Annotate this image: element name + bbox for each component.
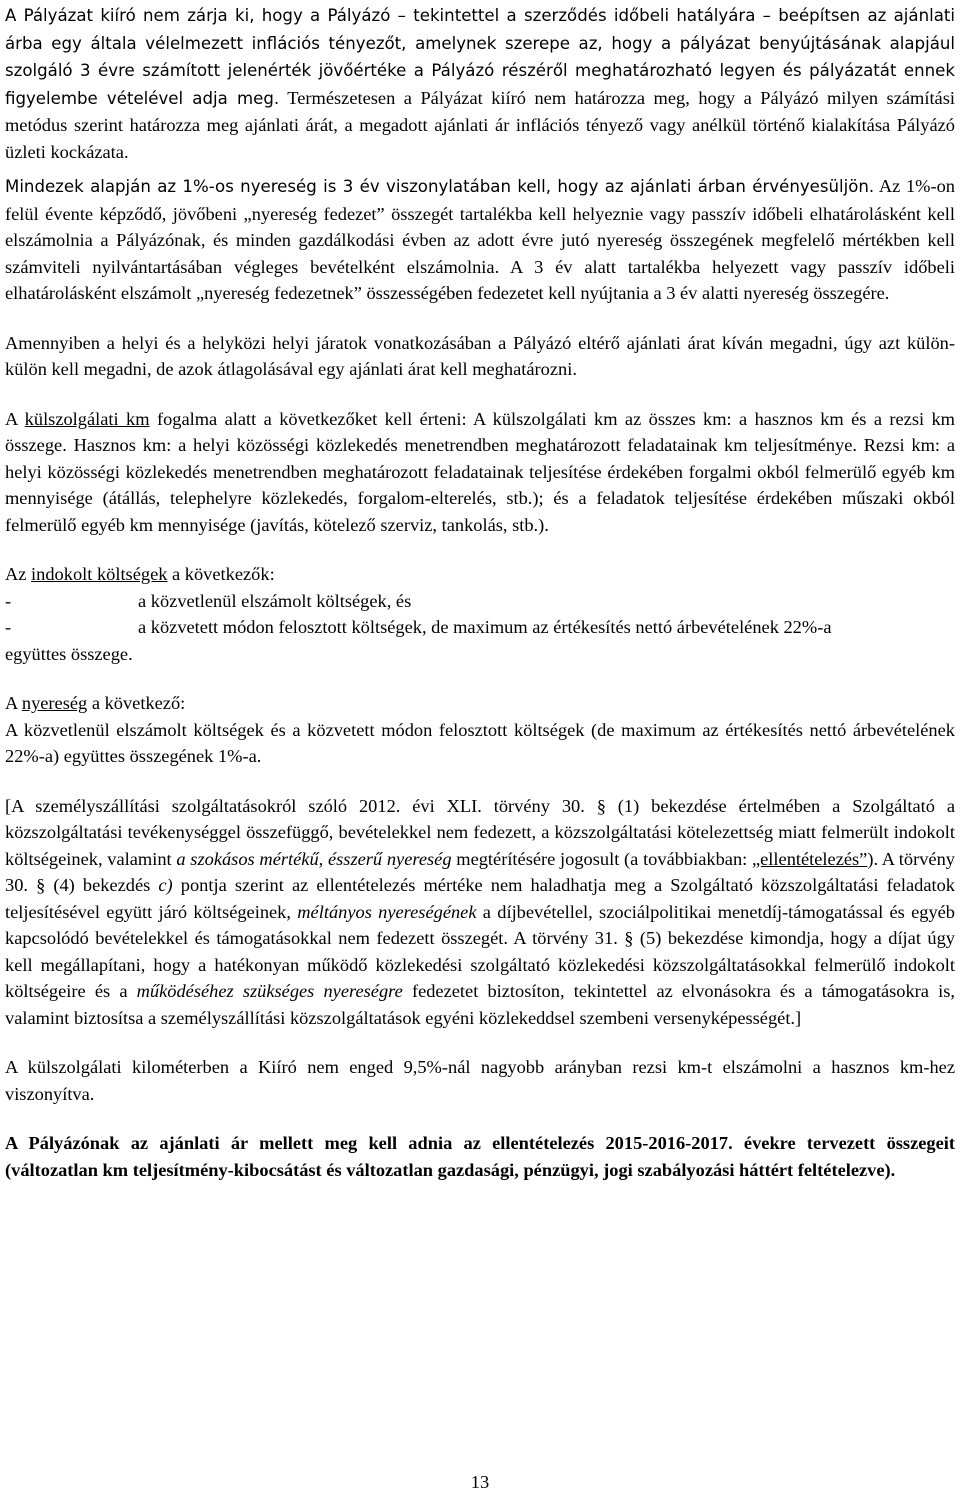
law-italic-3: méltányos nyereségének — [297, 901, 477, 922]
page-number: 13 — [470, 1472, 490, 1492]
list-dash: - — [5, 590, 12, 611]
profit-heading — [5, 690, 955, 717]
term-compensation: „ellentételezés” — [751, 848, 868, 869]
paragraph-local-routes: Amennyiben a helyi és a helyközi helyi járatok vonatkozásában a Pályázó eltérő ajánlati árat kíván megadni, úgy azt külön-külön kell megadni, de azok átlagolásával egy ajánlati árat kell meghatározni. — [5, 332, 955, 379]
paragraph-overhead-km-limit: A külszolgálati kilométerben a Kiíró nem enged 9,5%-nál nagyobb arányban rezsi km-t elszámolni a hasznos km-hez viszonyítva. — [5, 1057, 955, 1104]
law-text-1: [A személyszállítási szolgáltatásokról szóló 2012. évi XLI. törvény 30. § (1) bekezdése értelmében a Szolgáltató a közszolgáltatási tevékenységgel összefüggő, bevételekkel nem fedezett, a közszolgáltatási kötelezettség miatt felmerült indokolt költségeinek, valamint — [5, 795, 955, 869]
term-service-km: külszolgálati km — [24, 408, 150, 429]
paragraph-inflation-serif-part: Természetesen a Pályázat kiíró nem határozza meg, hogy a Pályázó milyen számítási metódus szerint határozza meg ajánlati árát, a megadott ajánlati ár inflációs tényező vagy anélkül történő kialakítása Pályázó üzleti kockázata. — [5, 87, 955, 162]
paragraph-service-km — [5, 406, 955, 539]
paragraph-inflation — [5, 2, 955, 165]
service-km-prefix: A — [5, 408, 25, 429]
term-profit: nyereség — [21, 693, 88, 713]
law-italic-1: a szokásos mértékű, ésszerű nyereség — [176, 848, 452, 869]
law-text-2: megtérítésére jogosult (a továbbiakban: — [451, 848, 752, 869]
law-text-3: ). A törvény 30. § (4) bekezdés — [5, 848, 955, 895]
list-item-text: a közvetlenül elszámolt költségek, és — [138, 590, 412, 611]
list-item — [5, 614, 955, 641]
justified-costs-closing: együttes összege. — [5, 643, 133, 664]
profit-definition: A közvetlenül elszámolt költségek és a közvetett módon felosztott költségek (de maximum az értékesítés nettó árbevételének 22%-a) együttes összegének 1%-a. — [5, 719, 955, 766]
paragraph-law-citation — [5, 793, 955, 1032]
justified-costs-heading — [5, 561, 955, 588]
paragraph-profit-reserve-serif-part: Az 1%-on felül évente képződő, jövőbeni „nyereség fedezet” összegét tartalékba kell helyeznie vagy passzív időbeli elhatárolásként kell elszámolnia a Pályázónak, és minden gazdálkodási évben az adott évre jutó nyereség összegének megfelelő mértékben kell számviteli nyilvántartásában végleges bevételként elszámolnia. A 3 év alatt tartalékba helyezett vagy passzív időbeli elhatárolásként elszámolt „nyereség fedezetnek” összességében fedezetet kell nyújtania a 3 év alatti nyereség összegére. — [5, 176, 955, 303]
paragraph-profit-reserve — [5, 173, 955, 307]
law-text-6: fedezetet biztosíton, tekintettel az elvonásokra és a támogatásokra is, valamint biztosítsa a személyszállítási közszolgáltatások egyéni közlekeddsel szembeni versenyképességét.] — [5, 981, 955, 1028]
law-text-4: pontja szerint az ellentételezés mértéke nem haladhatja meg a Szolgáltató közszolgáltatási feladatok teljesítésével együtt járó költségeinek, — [5, 875, 955, 922]
paragraph-compensation-requirement: A Pályázónak az ajánlati ár mellett meg kell adnia az ellentételezés 2015-2016-2017. évekre tervezett összegeit (változatlan km teljesítmény-kibocsátást és változatlan gazdasági, pénzügyi, jogi szabályozási háttért feltételezve). — [5, 1133, 955, 1180]
profit-prefix: A — [5, 693, 22, 713]
law-text-5: a díjbevétellel, szociálpolitikai menetdíj-támogatással és egyéb kapcsolódó bevételekkel és támogatásokkal nem fedezett összegét. A törvény 31. § (5) bekezdése kimondja, hogy a díjat úgy kell megállapítani, hogy a hatékonyan működő közlekedési szolgáltató közlekedési közszolgáltatásokkal felmerülő indokolt költségeire és a — [5, 901, 955, 1001]
law-italic-2: c) — [158, 875, 173, 895]
service-km-definition: fogalma alatt a következőket kell érteni: A külszolgálati km az összes km: a hasznos km és a rezsi km összege. Hasznos km: a helyi közösségi közlekedés menetrendben meghatározott feladatainak km teljesítménye. Rezsi km: a helyi közösségi közlekedés menetrendben meghatározott feladatainak teljesítése érdekében forgalmi okból felmerülő egyéb km mennyisége (átállás, telephelyre közlekedés, forgalom-elterelés, stb.); és a feladatok teljesítése érdekében műszaki okból felmerülő egyéb km mennyisége (javítás, kötelező szerviz, tankolás, stb.). — [5, 408, 955, 535]
term-justified-costs: indokolt költségek — [31, 564, 168, 584]
section-profit — [5, 690, 955, 770]
law-italic-4: működéséhez szükséges nyereségre — [136, 981, 403, 1001]
paragraph-profit-reserve-sans-part: Mindezek alapján az 1%-os nyereség is 3 év viszonylatában kell, hogy az ajánlati árban érvényesüljön. — [5, 177, 875, 196]
justified-costs-suffix: a következők: — [167, 564, 275, 584]
profit-suffix: a következő: — [87, 693, 186, 713]
list-dash: - — [5, 617, 12, 637]
section-justified-costs — [5, 561, 955, 667]
list-item-text: a közvetett módon felosztott költségek, de maximum az értékesítés nettó árbevételének 22%-a — [138, 617, 832, 637]
justified-costs-prefix: Az — [5, 564, 32, 584]
paragraph-inflation-sans-part: A Pályázat kiíró nem zárja ki, hogy a Pályázó – tekintettel a szerződés időbeli hatályára – beépítsen az ajánlati árba egy általa vélelmezett inflációs tényezőt, amelynek szerepe az, hogy a pályázat benyújtásának alapjául szolgáló 3 évre számított jelenérték jövőértéke a Pályázó részéről meghatározható legyen és pályázatát ennek figyelembe vételével adja meg. — [5, 6, 955, 108]
list-item — [5, 588, 955, 615]
